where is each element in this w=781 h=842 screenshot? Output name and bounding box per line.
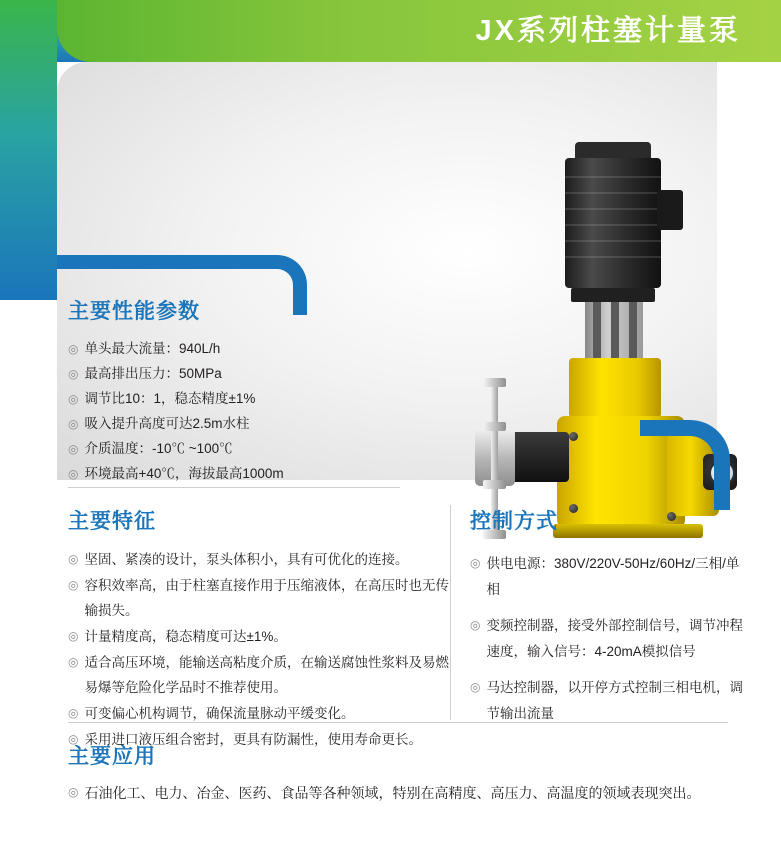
control-section-title: 控制方式 bbox=[470, 510, 558, 533]
list-item-label: 变频控制器，接受外部控制信号，调节冲程速度，输入信号：4-20mA模拟信号 bbox=[486, 618, 743, 659]
bullet-icon: ◎ bbox=[68, 367, 79, 381]
list-item bbox=[470, 613, 745, 665]
bullet-icon: ◎ bbox=[68, 417, 79, 431]
list-item-label: 最高排出压力：50MPa bbox=[84, 366, 222, 381]
list-item-label: 单头最大流量：940L/h bbox=[84, 341, 221, 356]
bullet-icon: ◎ bbox=[68, 578, 79, 592]
blue-arc-accent-corner bbox=[640, 420, 730, 510]
motor-fin bbox=[565, 256, 661, 258]
bullet-icon: ◎ bbox=[68, 706, 79, 720]
list-item-label: 可变偏心机构调节，确保流量脉动平缓变化。 bbox=[84, 706, 355, 721]
motor-fin bbox=[565, 224, 661, 226]
list-item bbox=[68, 412, 398, 436]
list-item bbox=[68, 650, 458, 700]
features-section bbox=[68, 505, 458, 753]
pipe-flange bbox=[483, 480, 506, 489]
lantern-slot bbox=[629, 302, 637, 358]
motor-fin bbox=[565, 240, 661, 242]
bullet-icon: ◎ bbox=[68, 655, 79, 669]
list-item-label: 容积效率高，由于柱塞直接作用于压缩液体，在高压时也无传输损失。 bbox=[84, 578, 449, 618]
control-section bbox=[470, 505, 745, 737]
list-item bbox=[68, 547, 458, 572]
bullet-icon: ◎ bbox=[68, 732, 79, 746]
page-header bbox=[0, 0, 781, 62]
list-item-label: 供电电源：380V/220V-50Hz/60Hz/三相/单相 bbox=[486, 556, 740, 597]
list-item bbox=[68, 337, 398, 361]
bullet-icon: ◎ bbox=[68, 392, 79, 406]
list-item bbox=[68, 573, 458, 623]
list-item bbox=[470, 675, 745, 727]
list-item bbox=[68, 387, 398, 411]
list-item-label: 介质温度：-10℃ ~100℃ bbox=[84, 441, 233, 456]
performance-list bbox=[68, 337, 398, 486]
list-item bbox=[68, 462, 398, 486]
lantern-slot bbox=[593, 302, 601, 358]
bullet-icon: ◎ bbox=[68, 467, 79, 481]
lantern-slot bbox=[611, 302, 619, 358]
divider-bottom bbox=[68, 722, 728, 723]
bolt bbox=[569, 432, 578, 441]
bullet-icon: ◎ bbox=[68, 552, 79, 566]
page-title: JX系列柱塞计量泵 bbox=[475, 15, 741, 47]
list-item bbox=[68, 780, 728, 806]
application-section bbox=[68, 740, 728, 807]
gearbox-upper-body bbox=[569, 358, 661, 418]
list-item-label: 坚固、紧凑的设计，泵头体积小，具有可优化的连接。 bbox=[84, 552, 409, 567]
list-item-label: 调节比10：1，稳态精度±1% bbox=[84, 391, 256, 406]
bullet-icon: ◎ bbox=[68, 629, 79, 643]
list-item bbox=[68, 362, 398, 386]
list-item bbox=[470, 551, 745, 603]
divider-performance bbox=[68, 487, 400, 488]
application-section-title: 主要应用 bbox=[68, 745, 156, 768]
bullet-icon: ◎ bbox=[470, 680, 481, 694]
pump-head-body bbox=[507, 432, 569, 482]
application-list bbox=[68, 780, 728, 806]
control-list bbox=[470, 551, 745, 727]
features-section-title: 主要特征 bbox=[68, 510, 156, 533]
pipe-flange bbox=[483, 422, 506, 431]
list-item-label: 石油化工、电力、冶金、医药、食品等各种领域，特别在高精度、高压力、高温度的领域表现突出。 bbox=[84, 785, 701, 801]
motor-fin bbox=[565, 176, 661, 178]
bullet-icon: ◎ bbox=[470, 556, 481, 570]
bullet-icon: ◎ bbox=[68, 342, 79, 356]
performance-section bbox=[68, 295, 398, 487]
bullet-icon: ◎ bbox=[68, 785, 79, 799]
list-item-label: 环境最高+40℃，海拔最高1000m bbox=[84, 466, 284, 481]
list-item-label: 吸入提升高度可达2.5m水柱 bbox=[84, 416, 250, 431]
pipe-flange bbox=[483, 378, 506, 387]
motor-fin bbox=[565, 208, 661, 210]
bullet-icon: ◎ bbox=[470, 618, 481, 632]
motor-terminal-box bbox=[657, 190, 683, 230]
list-item-label: 马达控制器，以开停方式控制三相电机，调节输出流量 bbox=[486, 680, 743, 721]
motor-fin bbox=[565, 192, 661, 194]
list-item-label: 适合高压环境，能输送高粘度介质，在输送腐蚀性浆料及易燃易爆等危险化学品时不推荐使用。 bbox=[84, 655, 449, 695]
bullet-icon: ◎ bbox=[68, 442, 79, 456]
list-item bbox=[68, 437, 398, 461]
list-item-label: 计量精度高，稳态精度可达±1%。 bbox=[84, 629, 287, 644]
performance-section-title: 主要性能参数 bbox=[68, 300, 200, 323]
motor-base-flange bbox=[571, 288, 655, 302]
left-gradient-bar bbox=[0, 0, 57, 300]
list-item bbox=[68, 624, 458, 649]
list-item-label: 采用进口液压组合密封，更具有防漏性，使用寿命更长。 bbox=[84, 732, 422, 747]
